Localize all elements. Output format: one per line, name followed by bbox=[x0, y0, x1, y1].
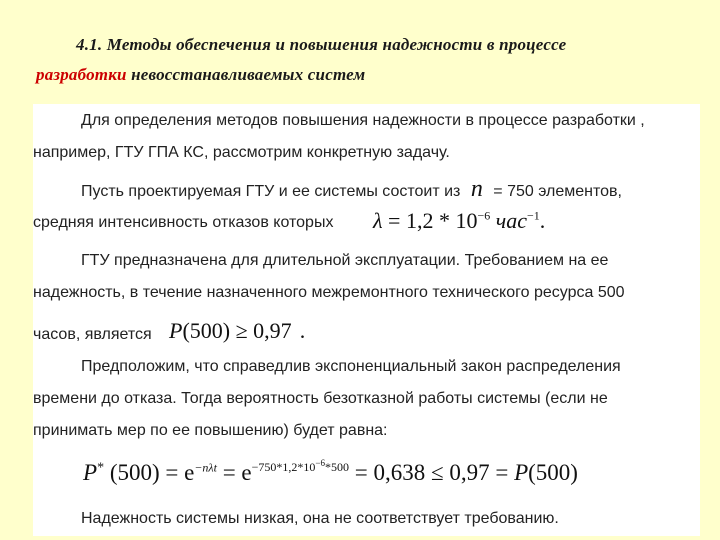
title-highlight: разработки bbox=[36, 65, 127, 84]
req-value: (500) ≥ 0,97 bbox=[182, 318, 292, 343]
lambda-exponent: −6 bbox=[477, 208, 491, 223]
req-p: P bbox=[169, 318, 183, 343]
pstar-exponent-1: −nλt bbox=[194, 460, 217, 475]
slide-title bbox=[28, 30, 692, 90]
paragraph-3-line-3: часов, является bbox=[33, 326, 152, 343]
lambda-unit-exponent: −1 bbox=[527, 208, 540, 223]
paragraph-4-line-3: принимать мер по ее повышению) будет равна: bbox=[33, 422, 388, 439]
paragraph-2-text: Пусть проектируемая ГТУ и ее системы состоит из bbox=[81, 183, 461, 200]
paragraph-4-line-1: Предположим, что справедлив экспоненциальный закон распределения bbox=[81, 358, 621, 375]
pstar-end: (500) bbox=[528, 460, 578, 485]
lambda-formula bbox=[373, 208, 545, 234]
req-dot: . bbox=[299, 318, 306, 343]
element-count: = 750 элементов, bbox=[493, 183, 622, 200]
pstar-p2: P bbox=[514, 460, 529, 485]
pstar-star: * bbox=[97, 460, 105, 476]
pstar-left: (500) = e bbox=[104, 460, 195, 485]
title-line-2 bbox=[28, 60, 692, 90]
pstar-exp-power: −6 bbox=[315, 458, 325, 469]
pstar-exp-base: −750*1,2*10 bbox=[251, 460, 316, 475]
reliability-requirement-formula bbox=[169, 318, 305, 344]
lambda-dot: . bbox=[539, 208, 546, 233]
paragraph-4-line-2: времени до отказа. Тогда вероятность безотказной работы системы (если не bbox=[33, 390, 608, 407]
pstar-result: = 0,638 ≤ 0,97 = bbox=[349, 460, 515, 485]
lambda-symbol: λ bbox=[373, 208, 383, 233]
paragraph-1-line-2: например, ГТУ ГПА КС, рассмотрим конкретную задачу. bbox=[33, 144, 450, 161]
paragraph-2-line-1 bbox=[81, 176, 622, 203]
paragraph-3-line-1 bbox=[81, 252, 700, 270]
paragraph-3-line-2: надежность, в течение назначенного межремонтного технического ресурса 500 bbox=[33, 284, 625, 301]
pstar-p: P bbox=[83, 460, 98, 485]
pstar-exponent-2 bbox=[252, 460, 349, 474]
paragraph-2-line-2 bbox=[33, 214, 333, 232]
lambda-unit: час bbox=[490, 208, 527, 233]
probability-formula bbox=[83, 460, 578, 486]
paragraph-2-text-2: средняя интенсивность отказов которых bbox=[33, 214, 334, 231]
pstar-mid: = e bbox=[216, 460, 252, 485]
lambda-value: = 1,2 * 10 bbox=[382, 208, 478, 233]
title-line-1: 4.1. Методы обеспечения и повышения надежности в процессе bbox=[76, 35, 567, 54]
paragraph-1-line-1: Для определения методов повышения надежности в процессе разработки , bbox=[81, 112, 645, 129]
paragraph-5: Надежность системы низкая, она не соответствует требованию. bbox=[81, 510, 559, 527]
title-line-2-rest: невосстанавливаемых систем bbox=[126, 65, 366, 84]
paragraph-3-text-1: ГТУ предназначена для длительной эксплуатации. Требованием на ее bbox=[81, 252, 609, 269]
pstar-exp-tail: *500 bbox=[325, 460, 349, 475]
content-panel bbox=[33, 104, 700, 536]
variable-n: n bbox=[470, 176, 483, 202]
